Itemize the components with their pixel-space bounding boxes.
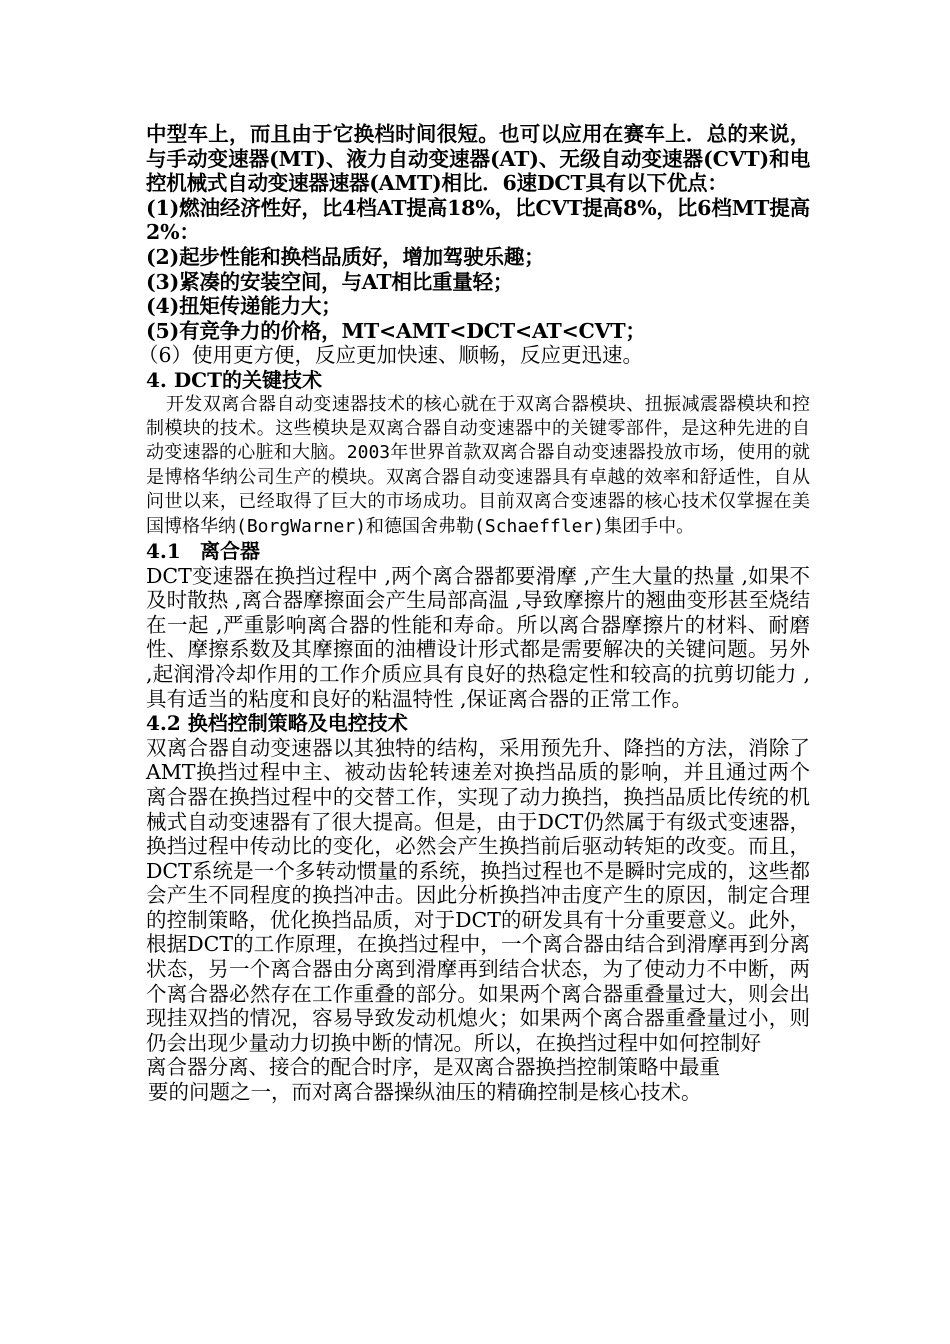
section-4-2-heading: 4.2 换档控制策略及电控技术 [146,711,408,736]
advantage-item-1: (1)燃油经济性好，比4档AT提高18%，比CVT提高8%，比6档MT提高2%： [146,195,810,245]
section-4-1-title: 离合器 [200,538,260,563]
document-page [138,122,810,1105]
section-4-2-tail-line-1: 离合器分离、接合的配合时序，是双离合器换挡控制策略中最重 [146,1055,720,1080]
intro-paragraph: 中型车上，而且由于它换档时间很短。也可以应用在赛车上．总的来说，与手动变速器(MT)、液力自动变速器(AT)、无级自动变速器(CVT)和电控机械式自动变速器速器(AMT)相比．6速DCT具有以下优点： [146,122,810,196]
section-4-1-paragraph: DCT变速器在换挡过程中 ,两个离合器都要滑摩 ,产生大量的热量 ,如果不及时散热 ,离合器摩擦面会产生局部高温 ,导致摩擦片的翘曲变形甚至烧结在一起 ,严重影响离合器的性能和寿命。所以离合器摩擦片的材料、耐磨性、摩擦系数及其摩擦面的油槽设计形式都是需要解决的关键问题。另外 ,起润滑冷却作用的工作介质应具有良好的热稳定性和较高的抗剪切能力 ,具有适当的粘度和良好的粘温特性 ,保证离合器的正常工作。 [146,563,810,711]
advantage-item-2: (2)起步性能和换档品质好，增加驾驶乐趣； [146,244,545,269]
advantage-item-6: （6）使用更方便，反应更加快速、顺畅，反应更迅速。 [138,343,644,368]
section-4-2-tail-line-2: 要的问题之一，而对离合器操纵油压的精确控制是核心技术。 [148,1080,702,1105]
advantages-list [138,195,810,368]
advantage-item-3: (3)紧凑的安装空间，与AT相比重量轻； [146,269,514,294]
section-4-paragraph: 开发双离合器自动变速器技术的核心就在于双离合器模块、扭振减震器模块和控制模块的技术。这些模块是双离合器自动变速器中的关键零部件，是这种先进的自动变速器的心脏和大脑。2003年世界首款双离合器自动变速器投放市场，使用的就是博格华纳公司生产的模块。双离合器自动变速器具有卓越的效率和舒适性，自从问世以来，已经取得了巨大的市场成功。目前双离合变速器的核心技术仅掌握在美国博格华纳(BorgWarner)和德国舍弗勒(Schaeffler)集团手中。 [146,393,810,537]
section-4-heading: 4. DCT的关键技术 [146,367,322,392]
section-4-1-heading [146,539,810,564]
advantage-item-4: (4)扭矩传递能力大； [146,294,342,319]
section-4-2-paragraph: 双离合器自动变速器以其独特的结构，采用预先升、降挡的方法，消除了AMT换挡过程中主、被动齿轮转速差对换挡品质的影响，并且通过两个离合器在换挡过程中的交替工作，实现了动力换挡，换挡品质比传统的机械式自动变速器有了很大提高。但是，由于DCT仍然属于有级式变速器，换挡过程中传动比的变化，必然会产生换挡前后驱动转矩的改变。而且，DCT系统是一个多转动惯量的系统，换挡过程也不是瞬时完成的，这些都会产生不同程度的换挡冲击。因此分析换挡冲击度产生的原因，制定合理的控制策略，优化换挡品质，对于DCT的研发具有十分重要意义。此外，根据DCT的工作原理，在换挡过程中，一个离合器由结合到滑摩再到分离状态，另一个离合器由分离到滑摩再到结合状态，为了使动力不中断，两个离合器必然存在工作重叠的部分。如果两个离合器重叠量过大，则会出现挂双挡的情况，容易导致发动机熄火；如果两个离合器重叠量过小，则仍会出现少量动力切换中断的情况。所以，在换挡过程中如何控制好 [146,735,810,1055]
section-4-1-number: 4.1 [146,538,181,563]
advantage-item-5: (5)有竞争力的价格，MT<AMT<DCT<AT<CVT； [146,318,646,343]
